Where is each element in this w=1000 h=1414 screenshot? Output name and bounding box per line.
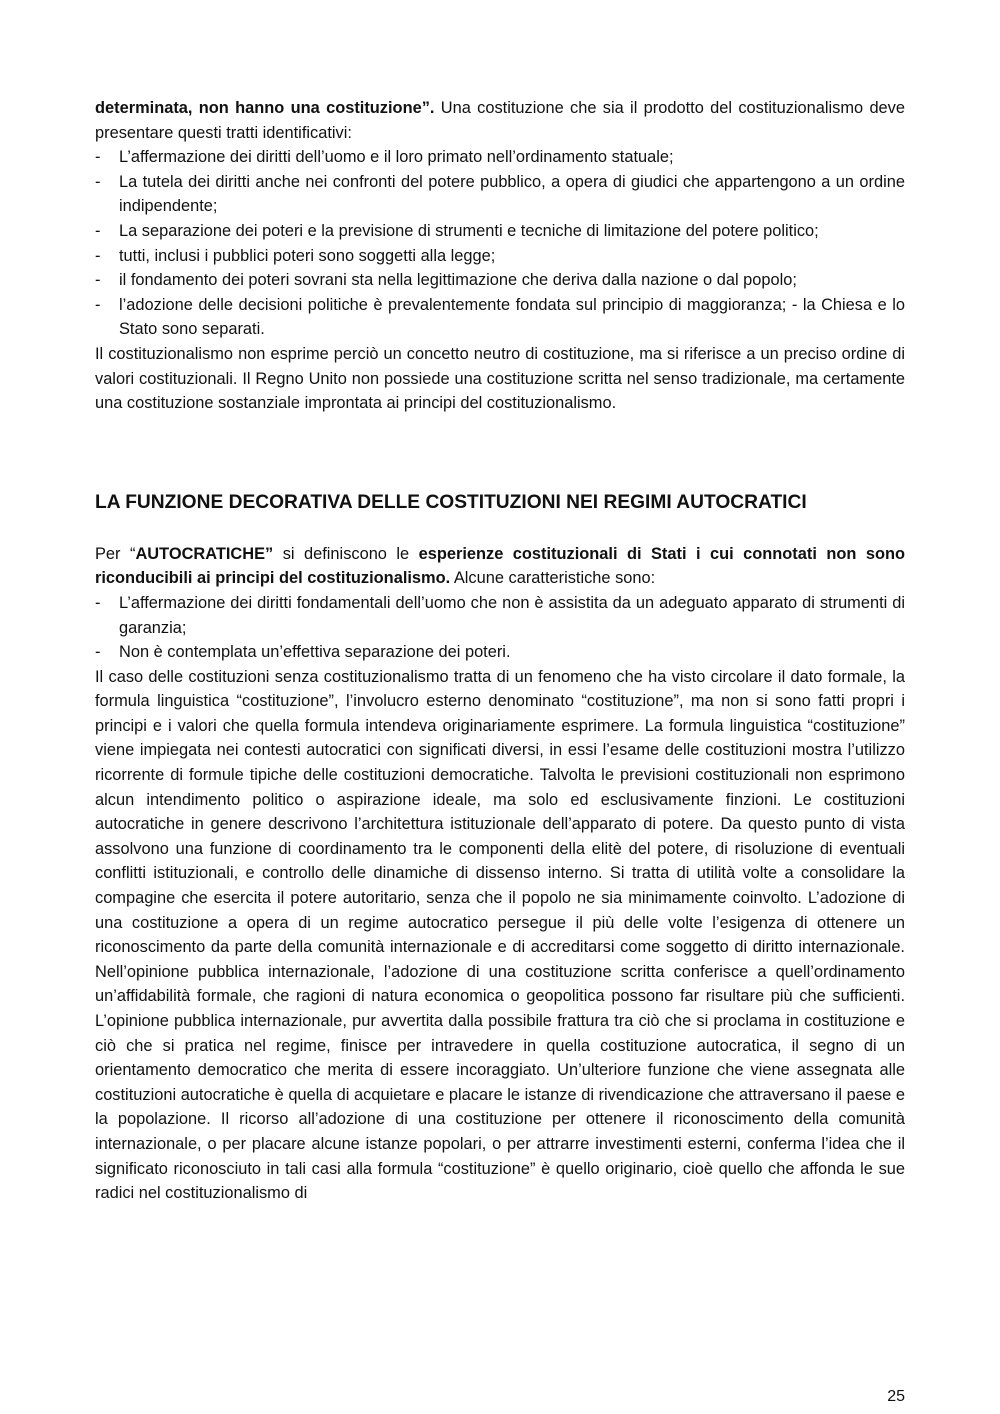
page-number: 25 [887, 1388, 905, 1405]
list-item: - tutti, inclusi i pubblici poteri sono soggetti alla legge; [95, 244, 905, 269]
intro-bold-lead: determinata, non hanno una costituzione”. [95, 99, 435, 117]
definition-text: Alcune caratteristiche sono: [450, 569, 656, 588]
list-item: - l’adozione delle decisioni politiche è prevalentemente fondata sul principio di maggioranza; - la Chiesa e lo Stato sono separati. [95, 293, 905, 342]
list-item: - La tutela dei diritti anche nei confronti del potere pubblico, a opera di giudici che appartengono a un ordine indipendente; [95, 170, 905, 219]
list-item: - Non è contemplata un’effettiva separazione dei poteri. [95, 640, 905, 665]
list-item: - il fondamento dei poteri sovrani sta nella legittimazione che deriva dalla nazione o dal popolo; [95, 268, 905, 293]
definition-text: si definiscono le [273, 544, 419, 563]
list-item: - La separazione dei poteri e la previsione di strumenti e tecniche di limitazione del potere politico; [95, 219, 905, 244]
definition-term: AUTOCRATICHE” [135, 544, 274, 563]
autocratic-traits-list [95, 591, 905, 665]
list-item: - L’affermazione dei diritti fondamentali dell’uomo che non è assistita da un adeguato apparato di strumenti di garanzia; [95, 591, 905, 640]
definition-paragraph [95, 542, 905, 591]
constitutionalism-traits-list [95, 145, 905, 342]
intro-paragraph [95, 96, 905, 145]
autocratic-constitutions-paragraph: Il caso delle costituzioni senza costituzionalismo tratta di un fenomeno che ha visto circolare il dato formale, la formula linguistica “costituzione”, l’involucro esterno denominato “costituzione”, ma non si sono fatti propri i principi e i valori che quella formula intendeva originariamente esprimere. La formula linguistica “costituzione” viene impiegata nei contesti autocratici con significati diversi, in essi l’esame delle costituzioni mostra l’utilizzo ricorrente di formule tipiche delle costituzioni democratiche. Talvolta le previsioni costituzionali non esprimono alcun intendimento politico o aspirazione ideale, ma solo ed esclusivamente finzioni. Le costituzioni autocratiche in genere descrivono l’architettura istituzionale dell’apparato di potere. Da questo punto di vista assolvono una funzione di coordinamento tra le componenti della elitè del potere, di risoluzione di eventuali conflitti istituzionali, e controllo delle dinamiche di dissenso interno. Si tratta di utilità volte a consolidare la compagine che esercita il potere autoritario, senza che il popolo ne sia minimamente coinvolto. L’adozione di una costituzione a opera di un regime autocratico persegue il più delle volte l’esigenza di ottenere un riconoscimento da parte della comunità internazionale e di accreditarsi come soggetto di diritto internazionale. Nell’opinione pubblica internazionale, l’adozione di una costituzione scritta conferisce a quell’ordinamento un’affidabilità formale, che ragioni di natura economica o geopolitica possono far risultare più che sufficienti. L’opinione pubblica internazionale, pur avvertita dalla possibile frattura tra ciò che si proclama in costituzione e ciò che si pratica nel regime, finisce per intravedere in quella costituzione autocratica, il segno di un orientamento democratico che merita di essere incoraggiato. Un’ulteriore funzione che viene assegnata alle costituzioni autocratiche è quella di acquietare e placare le istanze di rivendicazione che attraversano il paese e la popolazione. Il ricorso all’adozione di una costituzione per ottenere il riconoscimento della comunità internazionale, o per placare alcune istanze popolari, o per attrarre investimenti esterni, conferma l’idea che il significato riconosciuto in tali casi alla formula “costituzione” è quello originario, cioè quello che affonda le sue radici nel costituzionalismo di [95, 667, 905, 1203]
definition-bold: esperienze costituzionali di Stati i cui connotati non sono riconducibili ai principi del costituzionalismo. [95, 544, 905, 588]
constitutionalism-paragraph: Il costituzionalismo non esprime perciò un concetto neutro di costituzione, ma si riferisce a un preciso ordine di valori costituzionali. Il Regno Unito non possiede una costituzione scritta nel senso tradizionale, ma certamente una costituzione sostanziale improntata ai principi del costituzionalismo. [95, 344, 905, 413]
intro-text: Una costituzione che sia il prodotto del costituzionalismo deve presentare questi tratti identificativi: [95, 99, 905, 142]
list-item: - L’affermazione dei diritti dell’uomo e il loro primato nell’ordinamento statuale; [95, 145, 905, 170]
document-body [95, 96, 905, 1206]
section-heading: LA FUNZIONE DECORATIVA DELLE COSTITUZIONI NEI REGIMI AUTOCRATICI [95, 491, 807, 513]
definition-text: Per “ [95, 544, 136, 563]
